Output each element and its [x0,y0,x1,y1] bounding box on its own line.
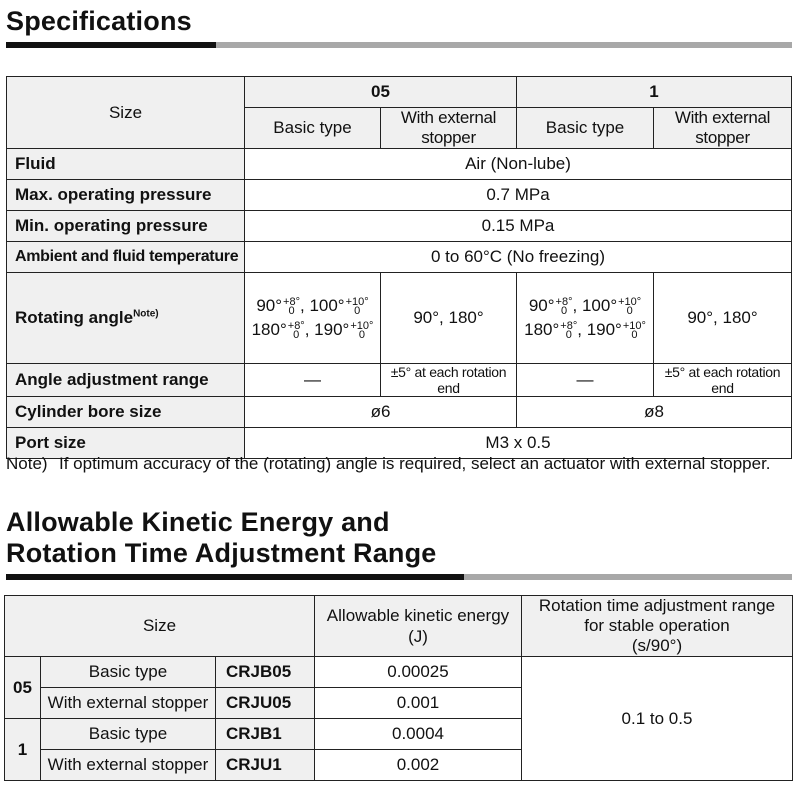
angle-adjust-ext-05: ±5° at each rotation end [381,364,517,397]
fluid-label: Fluid [7,149,245,180]
rotating-angle-basic-05: 90° +8° 0 , 100° +10° 0 180° +8° 0 , 190° +10° 0 [245,273,381,364]
ke-model: CRJU05 [216,688,315,719]
temperature-value: 0 to 60°C (No freezing) [245,242,792,273]
ext-stopper-header: With external stopper [381,108,517,149]
ke-size-header: Size [5,596,315,657]
temperature-row [7,242,792,273]
kinetic-energy-title-rule [6,574,792,580]
angle-adjust-ext-1: ±5° at each rotation end [654,364,792,397]
angle-tolerance: +10° 0 [622,319,646,341]
bore-label: Cylinder bore size [7,397,245,428]
ke-type: With external stopper [41,688,216,719]
note-label: Note) [6,454,48,473]
min-pressure-value: 0.15 MPa [245,211,792,242]
angle-tolerance: +10° 0 [350,319,374,341]
ke-model: CRJB05 [216,657,315,688]
specifications-title: Specifications [6,6,192,36]
ke-model: CRJB1 [216,719,315,750]
ke-time-range: 0.1 to 0.5 [522,657,793,781]
time-header-line: for stable operation [584,616,730,635]
basic-type-header: Basic type [245,108,381,149]
bore-value-1: ø8 [517,397,792,428]
ke-size-05: 05 [5,657,41,719]
note-mark: Note) [133,308,159,320]
min-pressure-label: Min. operating pressure [7,211,245,242]
ext-stopper-header: With external stopper [654,108,792,149]
rotating-angle-row [7,273,792,364]
ke-size-1: 1 [5,719,41,781]
angle-adjust-basic-1: — [517,364,654,397]
bore-value-05: ø6 [245,397,517,428]
size-header: Size [7,77,245,149]
specifications-table [6,76,792,459]
note-text: If optimum accuracy of the (rotating) angle is required, select an actuator with external stopper. [59,454,771,473]
angle-value: 190° [586,320,622,339]
angle-adjust-label: Angle adjustment range [7,364,245,397]
angle-value: 100° [581,296,618,315]
energy-header-line: Allowable kinetic energy [326,606,510,625]
table-row [5,657,793,688]
angle-adjust-row [7,364,792,397]
rotating-angle-ext-1: 90°, 180° [654,273,792,364]
angle-tolerance: +10° 0 [345,295,369,317]
angle-value: 90° [256,296,283,315]
rotating-angle-label: Rotating angle [15,308,134,327]
ke-energy: 0.002 [315,750,522,781]
ke-model: CRJU1 [216,750,315,781]
rotating-angle-label-cell [7,273,245,364]
ke-time-header [522,596,793,657]
angle-value: 90° [528,296,555,315]
energy-header-unit: (J) [408,627,428,646]
angle-tolerance: +8° 0 [287,319,305,341]
bore-row [7,397,792,428]
rotating-angle-ext-05: 90°, 180° [381,273,517,364]
fluid-value: Air (Non-lube) [245,149,792,180]
rotating-angle-basic-1: 90° +8° 0 , 100° +10° 0 180° +8° 0 , 190° +10° 0 [517,273,654,364]
port-value: M3 x 0.5 [245,428,792,459]
ke-energy-header [315,596,522,657]
angle-value: 190° [314,320,350,339]
size-05-header: 05 [245,77,517,108]
time-header-unit: (s/90°) [631,636,683,655]
ke-type: Basic type [41,719,216,750]
angle-tolerance: +8° 0 [560,319,578,341]
kinetic-energy-table [4,595,793,781]
size-1-header: 1 [517,77,792,108]
angle-tolerance: +8° 0 [555,295,573,317]
temperature-label: Ambient and fluid temperature [7,242,245,273]
max-pressure-label: Max. operating pressure [7,180,245,211]
basic-type-header: Basic type [517,108,654,149]
angle-tolerance: +10° 0 [618,295,642,317]
kinetic-energy-title-line2: Rotation Time Adjustment Range [6,538,437,568]
specifications-title-rule [6,42,792,48]
ke-type: With external stopper [41,750,216,781]
min-pressure-row [7,211,792,242]
angle-value: 100° [309,296,345,315]
port-label: Port size [7,428,245,459]
kinetic-energy-title-line1: Allowable Kinetic Energy and [6,507,390,537]
max-pressure-value: 0.7 MPa [245,180,792,211]
ke-energy: 0.0004 [315,719,522,750]
ke-type: Basic type [41,657,216,688]
max-pressure-row [7,180,792,211]
ke-energy: 0.001 [315,688,522,719]
time-header-line: Rotation time adjustment range [538,596,776,615]
angle-value: 180° [524,320,560,339]
ke-energy: 0.00025 [315,657,522,688]
angle-tolerance: +8° 0 [283,295,300,317]
fluid-row [7,149,792,180]
angle-value: 180° [251,320,287,339]
angle-adjust-basic-05: — [245,364,381,397]
